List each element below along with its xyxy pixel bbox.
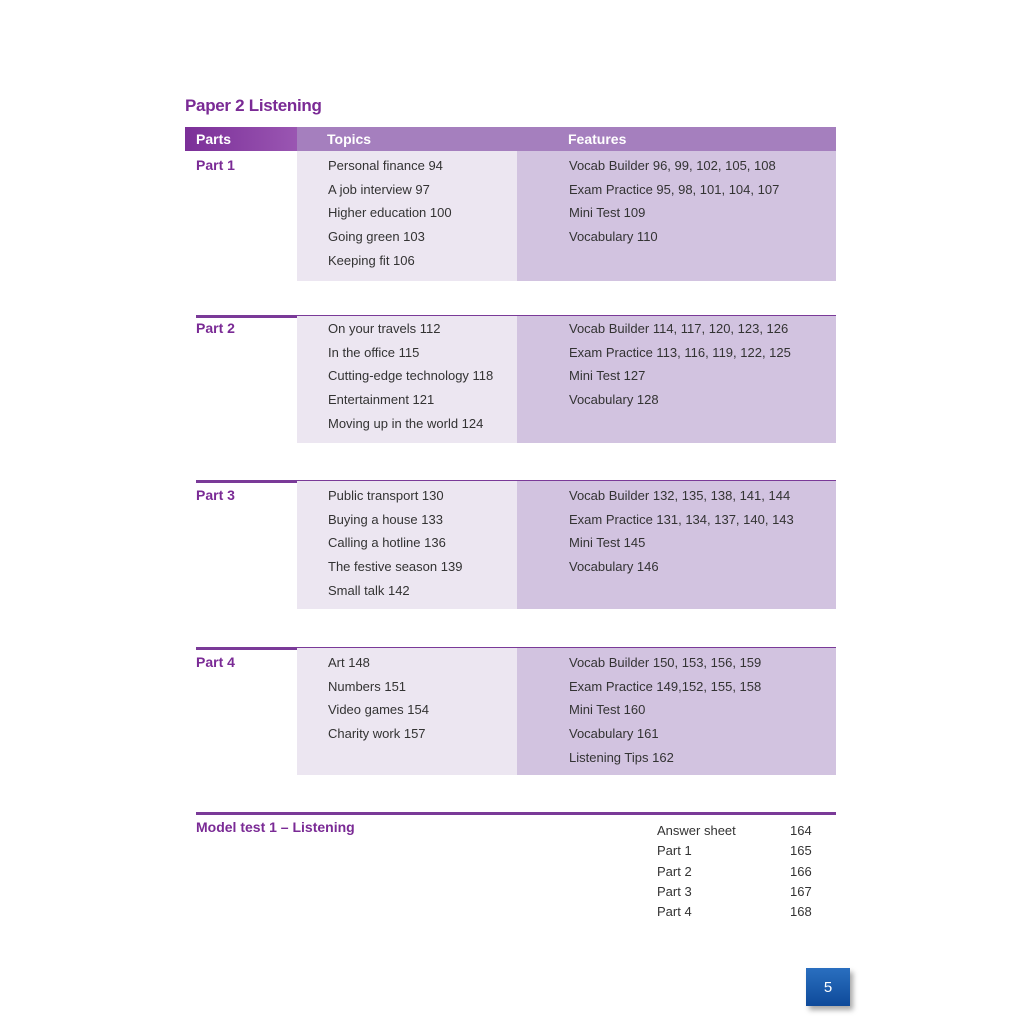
- feature-item: Vocabulary 110: [569, 229, 658, 245]
- header-parts: Parts: [196, 131, 232, 147]
- topic-item: Going green 103: [328, 229, 425, 245]
- topic-item: Small talk 142: [328, 582, 410, 598]
- topic-item: In the office 115: [328, 344, 420, 360]
- topic-item: Entertainment 121: [328, 392, 435, 408]
- feature-item: Vocab Builder 150, 153, 156, 159: [569, 655, 762, 670]
- table-header: [185, 127, 836, 151]
- topic-item: Numbers 151: [328, 678, 407, 694]
- part-label: Part 2: [196, 320, 235, 336]
- feature-item: Exam Practice 149,152, 155, 158: [569, 678, 762, 694]
- feature-item: Vocabulary 146: [569, 559, 659, 575]
- feature-item: Mini Test 160: [569, 702, 646, 718]
- feature-item: Vocab Builder 132, 135, 138, 141, 144: [569, 488, 791, 503]
- model-test-item-name: Part 1: [657, 843, 692, 859]
- topic-item: Public transport 130: [328, 488, 444, 503]
- topic-item: Cutting-edge technology 118: [328, 368, 494, 384]
- model-test-item-name: Answer sheet: [657, 823, 736, 838]
- header-features: Features: [568, 131, 627, 147]
- feature-item: Mini Test 109: [569, 205, 646, 221]
- topic-item: Video games 154: [328, 702, 429, 718]
- part-label: Part 1: [196, 157, 235, 173]
- feature-item: Mini Test 145: [569, 535, 646, 551]
- topic-item: Keeping fit 106: [328, 252, 415, 268]
- model-test-item-name: Part 3: [657, 883, 692, 899]
- section-divider: [196, 812, 836, 815]
- page-number: 5: [806, 968, 850, 1006]
- feature-item: Vocab Builder 96, 99, 102, 105, 108: [569, 158, 776, 173]
- model-test-item-page: 167: [790, 883, 812, 899]
- feature-item: Vocabulary 128: [569, 392, 659, 408]
- topic-item: On your travels 112: [328, 321, 441, 336]
- model-test-label: Model test 1 – Listening: [196, 819, 355, 835]
- model-test-item-page: 168: [790, 904, 812, 920]
- model-test-item-name: Part 4: [657, 904, 692, 920]
- topic-item: Buying a house 133: [328, 511, 443, 527]
- topic-item: Art 148: [328, 655, 370, 670]
- model-test-item-page: 165: [790, 843, 812, 859]
- page-title: Paper 2 Listening: [185, 96, 322, 115]
- feature-item: Vocabulary 161: [569, 726, 659, 742]
- topic-item: Moving up in the world 124: [328, 415, 484, 431]
- topic-item: Personal finance 94: [328, 158, 443, 173]
- feature-item: Mini Test 127: [569, 368, 646, 384]
- feature-item: Exam Practice 113, 116, 119, 122, 125: [569, 344, 791, 360]
- topic-item: Calling a hotline 136: [328, 535, 446, 551]
- topic-item: The festive season 139: [328, 559, 463, 575]
- feature-item: Exam Practice 131, 134, 137, 140, 143: [569, 511, 794, 527]
- feature-item: Vocab Builder 114, 117, 120, 123, 126: [569, 321, 789, 336]
- model-test-item-page: 164: [790, 823, 812, 838]
- feature-item: Exam Practice 95, 98, 101, 104, 107: [569, 181, 780, 197]
- part-label: Part 3: [196, 487, 235, 503]
- topic-item: Higher education 100: [328, 205, 452, 221]
- topic-item: Charity work 157: [328, 726, 426, 742]
- header-topics: Topics: [327, 131, 372, 147]
- model-test-item-page: 166: [790, 863, 812, 879]
- feature-item: Listening Tips 162: [569, 749, 674, 765]
- part-label: Part 4: [196, 654, 235, 670]
- model-test-item-name: Part 2: [657, 863, 692, 879]
- topic-item: A job interview 97: [328, 181, 430, 197]
